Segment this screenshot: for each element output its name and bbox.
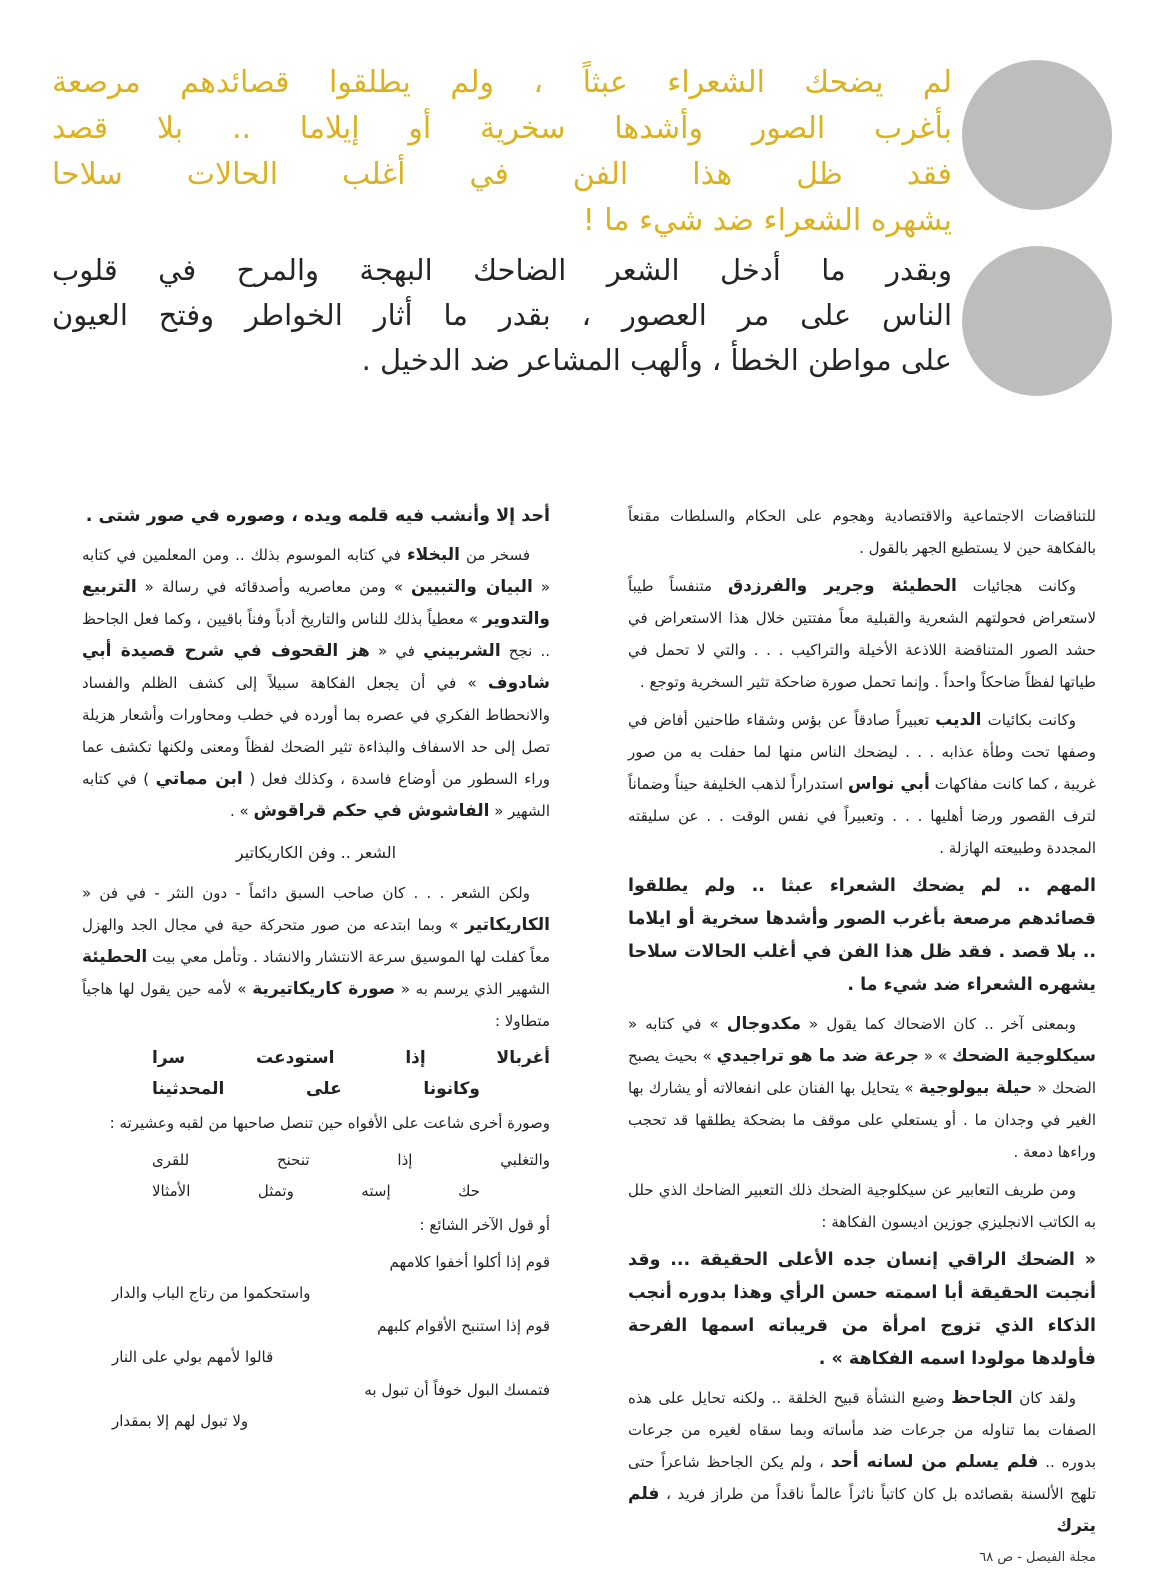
text-run: » في كتابه « (628, 1015, 727, 1033)
verse-hemistich: وكانونا على المحدثينا (152, 1079, 480, 1099)
article-column-right (628, 500, 1096, 1548)
verse-hemistich: واستحكموا من رتاج الباب والدار (112, 1284, 311, 1302)
pull-quote-black (52, 248, 952, 383)
text-run: » معطياً بذلك للناس والتاريخ أدباً وفناً باقيين ، وكما فعل الجاحظ .. نجح (82, 610, 550, 660)
pull-quote-yellow (52, 60, 952, 244)
pull-quote-line: لم يضحك الشعراء عبثاً ، ولم يطلقوا قصائدهم مرصعة (52, 65, 952, 100)
text-run: تعبيراً صادقاً عن بؤس وشقاء طاحنين أفاض في وصفها تحت وطأة عذابه . . . ليضحك الناس منها لما حفلت به من صور غريبة ، كما كانت مفاكهات (628, 711, 1096, 793)
emphasis-text: الفاشوش في حكم قراقوش (253, 801, 490, 821)
paragraph (628, 870, 1096, 1002)
verse-hemistich: حك إسته وتمثل الأمثالا (152, 1182, 480, 1200)
decorative-grey-circle (962, 246, 1112, 396)
emphasis-text: الشربيني (423, 641, 501, 661)
poem-verse (82, 1375, 550, 1437)
text-run: متنفساً طيباً لاستعراض فحولتهم الشعرية والقبلية معاً مفتتين خلال هذا الاستعراض في حشد الصور المتناقضة اللاذعة الأخيلة والتراكيب . . . والتي لا تحمل في طياتها لفظاً ضاحكاً واحداً . وإنما تحمل صورة ضاحكة تثير السخرية وتوجع . (628, 577, 1096, 691)
emphasis-text: أبي نواس (848, 774, 930, 794)
poem-verse (82, 1145, 550, 1207)
article-column-left (82, 500, 550, 1439)
emphasis-text: سيكلوجية الضحك (952, 1046, 1096, 1066)
poem-verse (82, 1043, 550, 1105)
paragraph (82, 500, 550, 533)
text-run: » يتحايل بها الفنان على انفعالاته أو يشارك بها الغير في وجدان ما . أو يستعلي على موقف ما بضحكة يطلقها قد تحجب وراءها دمعة . (628, 1079, 1096, 1161)
paragraph (628, 704, 1096, 864)
text-run: وضيع النشأة قبيح الخلقة .. ولكنه تحايل على هذه الصفات بما تناوله من جرعات ضد مأساته وبما سقاه لغيره من جرعات بدوره .. (628, 1389, 1096, 1471)
emphasis-text: الجاحظ (951, 1388, 1013, 1408)
verse-hemistich: والتغلبي إذا تنحنح للقرى (152, 1151, 550, 1169)
text-run: وكانت هجائيات (956, 577, 1076, 595)
pull-quote-line: بأغرب الصور وأشدها سخرية أو إيلاما .. بلا قصد (52, 111, 952, 146)
verse-hemistich: أغربالا إذا استودعت سرا (152, 1048, 550, 1068)
decorative-grey-circle (962, 60, 1112, 210)
emphasis-text: فلم يترك (628, 1484, 1096, 1536)
emphasis-text: الحطيئة (82, 947, 148, 967)
text-run: وبمعنى آخر .. كان الاضحاك كما يقول « (800, 1015, 1076, 1033)
text-run: للتناقضات الاجتماعية والاقتصادية وهجوم على الحكام والسلطات مقنعاً بالفكاهة حين لا يستطيع الجهر بالقول . (628, 507, 1096, 557)
paragraph (628, 1174, 1096, 1238)
paragraph (628, 500, 1096, 564)
text-run: « الضحك الراقي إنسان جده الأعلى الحقيقة ... وقد أنجبت الحقيقة أبا اسمته حسن الرأي وهذا بدوره أنجب الذكاء الذي تزوج امرأة من قريباته اسمها الفرحة فأولدها مولودا اسمه الفكاهة » . (628, 1250, 1096, 1369)
text-run: في كتابه الموسوم بذلك .. ومن المعلمين في كتابه « (82, 546, 550, 596)
paragraph (628, 1382, 1096, 1542)
text-run: » ومن معاصريه وأصدقائه في رسالة « (136, 578, 411, 596)
text-run: ومن طريف التعابير عن سيكلوجية الضحك ذلك التعبير الضاحك الذي حلل به الكاتب الانجليزي جوزين اديسون الفكاهة : (628, 1181, 1096, 1231)
paragraph (82, 877, 550, 1037)
text-run: فسخر من (459, 546, 530, 564)
paragraph (628, 1008, 1096, 1168)
poem-verse (82, 1247, 550, 1309)
emphasis-text: حيلة بيولوجية (918, 1078, 1033, 1098)
emphasis-text: الكاريكاتير (465, 915, 550, 935)
pull-quote-line: على مواطن الخطأ ، وألهب المشاعر ضد الدخيل . (361, 343, 952, 377)
verse-hemistich: فتمسك البول خوفاً أن تبول به (364, 1381, 550, 1399)
emphasis-text: مكدوجال (726, 1014, 801, 1034)
paragraph (82, 539, 550, 827)
text-run: المهم .. لم يضحك الشعراء عبثا .. ولم يطلقوا قصائدهم مرصعة بأغرب الصور وأشدها سخرية أو ايلاما .. بلا قصد . فقد ظل هذا الفن في أغلب الحالات سلاحا يشهره الشعراء ضد شيء ما . (628, 876, 1096, 995)
pull-quote-line: فقد ظل هذا الفن في أغلب الحالات سلاحا (52, 157, 952, 192)
paragraph: وصورة أخرى شاعت على الأفواه حين تنصل صاحبها من لقبه وعشيرته : (109, 1114, 550, 1132)
text-run: » . (229, 802, 254, 820)
text-run: ، ولم يكن الجاحظ شاعراً حتى تلهج الألسنة بقصائده بل كان كاتباً ناثراً عالماً ناقداً من طراز فريد ، (628, 1453, 1096, 1503)
emphasis-text: هز القحوف في شرح قصيدة أبي شادوف (82, 641, 550, 693)
verse-hemistich: ولا تبول لهم إلا بمقدار (112, 1412, 249, 1430)
verse-hemistich: قوم إذا استنبح الأقوام كلبهم (377, 1317, 550, 1335)
poem-verse (82, 1311, 550, 1373)
paragraph: أو قول الآخر الشائع : (419, 1216, 550, 1234)
text-run: » في أن يجعل الفكاهة سبيلاً إلى كشف الظلم والفساد والانحطاط الفكري في عصره بما أورده في خطب ومحاورات وأشعار هزيلة تصل إلى حد الاسفاف والبذاءة تثير الضحك لفظاً ومعنى ولكنها تكشف عما وراء السطور من أوضاع فاسدة ، وكذلك فعل ( (82, 674, 550, 788)
paragraph (628, 570, 1096, 698)
emphasis-text: فلم يسلم من لسانه أحد (830, 1452, 1039, 1472)
emphasis-text: صورة كاريكاتيرية (252, 979, 396, 999)
paragraph (628, 1244, 1096, 1376)
pull-quote-line: وبقدر ما أدخل الشعر الضاحك البهجة والمرح في قلوب (52, 253, 952, 287)
text-run: الشهير الذي يرسم به « (395, 980, 550, 998)
verse-hemistich: قالوا لأمهم بولي على النار (112, 1348, 274, 1366)
text-run: » وبما ابتدعه من صور متحركة حية في مجال الجد والهزل معاً كفلت لها الموسيق سرعة الانتشار والانشاد . وتأمل معي بيت (82, 916, 550, 966)
page-footer: مجلة الفيصل - ص ٦٨ (979, 1550, 1096, 1565)
text-run: » لأمه حين يقول لها هاجياً متطاولا : (82, 980, 550, 1030)
emphasis-text: البيان والتبيين (410, 577, 533, 597)
emphasis-text: الديب (935, 710, 982, 730)
text-run: أحد إلا وأنشب فيه قلمه ويده ، وصوره في صور شتى . (85, 506, 550, 526)
text-run: ) في كتابه الشهير « (82, 770, 550, 820)
emphasis-text: الحطيئة وجرير والفرزدق (727, 576, 957, 596)
emphasis-text: ابن مماتي (155, 769, 243, 789)
text-run: وكانت بكائيات (981, 711, 1076, 729)
text-run: » بحيث يصبح الضحك « (628, 1047, 1096, 1097)
emphasis-text: التربيع والتدوير (82, 577, 550, 629)
emphasis-text: جرعة ضد ما هو تراجيدي (716, 1046, 919, 1066)
pull-quote-line: الناس على مر العصور ، بقدر ما أثار الخواطر وفتح العيون (52, 298, 952, 332)
text-run: في « (369, 642, 424, 660)
text-run: استدراراً لذهب الخليفة حيناً وضماناً لترف القصور ورضا أهليها . . . وتعبيراً في نفس الوقت . . عن سليقته المجددة وطبيعته الهازلة . (628, 775, 1096, 857)
text-run: ولكن الشعر . . . كان صاحب السبق دائماً - دون النثر - في فن « (82, 884, 530, 902)
verse-hemistich: قوم إذا أكلوا أخفوا كلامهم (389, 1253, 550, 1271)
text-run: » « (918, 1047, 953, 1065)
section-subheading: الشعر .. وفن الكاريكاتير (235, 843, 397, 862)
pull-quote-line: يشهره الشعراء ضد شيء ما ! (582, 203, 952, 238)
text-run: ولقد كان (1012, 1389, 1076, 1407)
emphasis-text: البخلاء (406, 545, 460, 565)
